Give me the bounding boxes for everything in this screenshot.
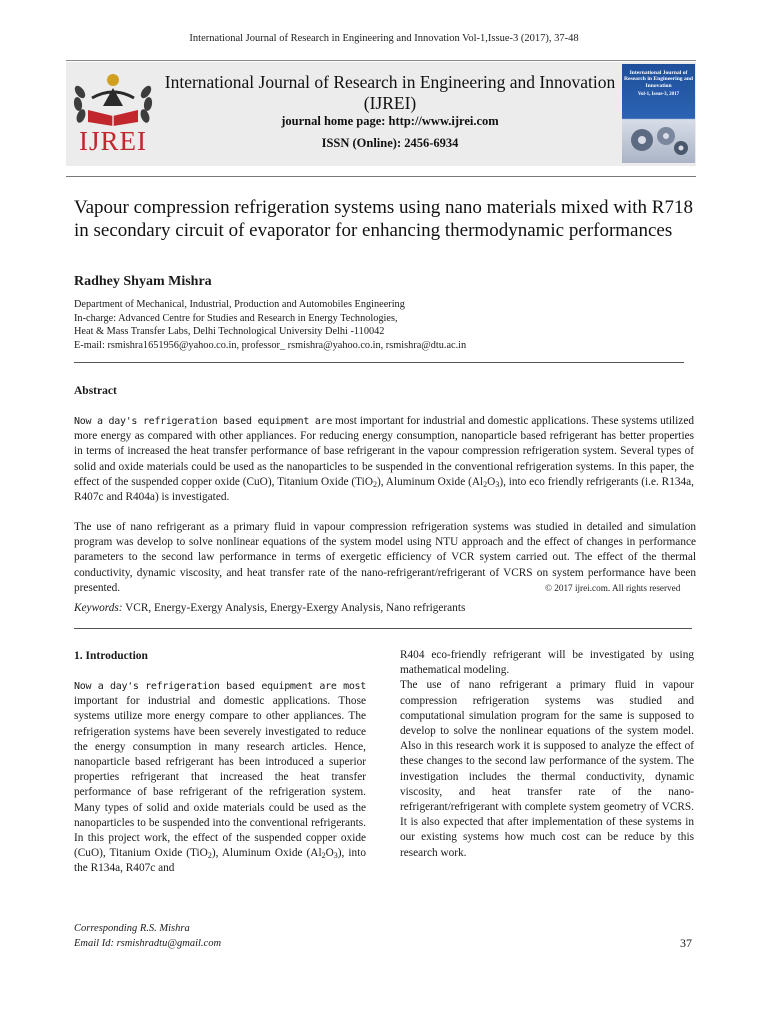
subscript: 2 [372, 479, 377, 489]
section-heading-introduction: 1. Introduction [74, 650, 148, 662]
masthead-rule [66, 176, 696, 177]
abstract-lead: Now a day's refrigeration based equipment are [74, 416, 333, 427]
intro-right-paragraph: R404 eco-friendly refrigerant will be investigated by using mathematical modeling. [400, 649, 694, 677]
corresponding-email[interactable]: Email Id: rsmishradtu@gmail.com [74, 938, 222, 949]
subscript: 2 [321, 851, 326, 861]
author-name: Radhey Shyam Mishra [74, 274, 212, 289]
intro-left-column [74, 679, 366, 877]
affiliation-line: Department of Mechanical, Industrial, Production and Automobiles Engineering [74, 299, 405, 310]
keywords-line [74, 602, 465, 614]
cover-issue: Vol-1, Issue-3, 2017 [637, 92, 680, 98]
separator-rule [74, 628, 692, 629]
abstract-text: O [487, 475, 496, 488]
intro-right-column [400, 648, 694, 861]
affiliation-line: Heat & Mass Transfer Labs, Delhi Technological University Delhi -110042 [74, 326, 385, 338]
top-rule [66, 60, 696, 61]
subscript: 3 [333, 851, 338, 861]
logo-wordmark: IJREI [79, 126, 147, 156]
abstract-heading: Abstract [74, 385, 117, 397]
abstract-text: ), into eco friendly refrigerants (i.e. R134a, R407c and R404a) is investigated. [74, 475, 694, 504]
intro-right-paragraph: The use of nano refrigerant a primary fluid in vapour compression refrigeration systems was studied and computational simulation program for the same is supposed to develop to solve the nonlinear equations of the system model. Also in this research work it is supposed to analyze the effect of these changes to the second law performance of the system. The investigation includes the thermal conductivity, dynamic viscosity, and heat transfer rate of the nano-refrigerant/refrigerant with complete system geometry of VCRS. It is also expected that after implementation of these systems in our existing systems how much cost can be reduce by this research work. [400, 679, 694, 859]
abstract-text: most important for industrial and domestic applications. These systems utilized more energy as compared with other appliances. For reducing energy consumption, nanoparticle based refrigerant has better properties in terms of increased the heat transfer performance of base refrigerant in the vapour compression refrigeration system. Several types of solid and oxide materials could be used as the nanoparticles to be suspended in the conventional refrigeration systems. In this paper, the effect of the suspended copper oxide (CuO), Titanium Oxide (TiO [74, 415, 694, 488]
separator-rule [74, 362, 684, 363]
intro-text: important for industrial and domestic applications. Those systems utilize more energy compare to other appliances. The refrigeration systems have been severely investigated to reduce the energy consumption in many research articles. Hence, nanoparticle based refrigerant has been introduced a superior properties refrigerant that increased the heat transfer performance of base refrigerant of the refrigeration system. Many types of solid and oxide materials could be used as the nanoparticles to be suspended into the conventional refrigerants. In this project work, the effect of the suspended copper oxide (CuO), Titanium Oxide (TiO [74, 695, 366, 860]
paper-title: Vapour compression refrigeration systems using nano materials mixed with R718 in secondary circuit of evaporator for enhancing thermodynamic performances [74, 197, 693, 241]
corresponding-author: Corresponding R.S. Mishra [74, 923, 190, 934]
subscript: 3 [495, 479, 500, 489]
journal-homepage[interactable]: journal home page: http://www.ijrei.com [281, 114, 499, 128]
keywords-list: VCR, Energy-Exergy Analysis, Energy-Exergy Analysis, Nano refrigerants [122, 602, 466, 614]
abstract-paragraph-1 [74, 414, 694, 505]
page-number: 37 [680, 936, 692, 950]
abstract-text: The use of nano refrigerant as a primary fluid in vapour compression refrigeration systems was studied in detailed and simulation program was develop to solve nonlinear equations of the system model using NTU approach and the effect of changes in performance parameters to the second law performance in terms of exergetic efficiency of VCR system carried out. The effect of the thermal conductivity, dynamic viscosity, and heat transfer rate of the nano-refrigerant/refrigerant of VCRS on system performance have been presented. [74, 521, 696, 594]
affiliation-email: E-mail: rsmishra1651956@yahoo.co.in, professor_ rsmishra@yahoo.co.in, rsmishra@dtu.ac.in [74, 339, 467, 351]
intro-lead: Now a day's refrigeration based equipment are most [74, 681, 366, 692]
intro-text: ), Aluminum Oxide (Al [211, 847, 322, 860]
journal-issn: ISSN (Online): 2456-6934 [321, 136, 459, 150]
journal-name [160, 72, 620, 114]
intro-text: ), into the R134a, R407c and [74, 847, 366, 875]
journal-cover-thumbnail [622, 64, 695, 163]
keywords-label: Keywords: [74, 602, 123, 614]
copyright-notice: © 2017 ijrei.com. All rights reserved [545, 583, 681, 593]
abstract-text: ), Aluminum Oxide (Al [376, 475, 484, 488]
subscript: 2 [483, 479, 488, 489]
gears-image [626, 122, 691, 158]
intro-text: O [325, 847, 334, 860]
journal-abbrev: (IJREI) [363, 93, 417, 113]
subscript: 2 [207, 851, 212, 861]
affiliation-line: In-charge: Advanced Centre for Studies and Research in Energy Technologies, [74, 312, 398, 324]
running-head: International Journal of Research in Engineering and Innovation Vol-1,Issue-3 (2017), 37-48 [189, 33, 579, 44]
journal-full-name: International Journal of Research in Engineering and Innovation [164, 72, 616, 92]
cover-title: International Journal of Research in Engineering and Innovation [623, 70, 694, 89]
